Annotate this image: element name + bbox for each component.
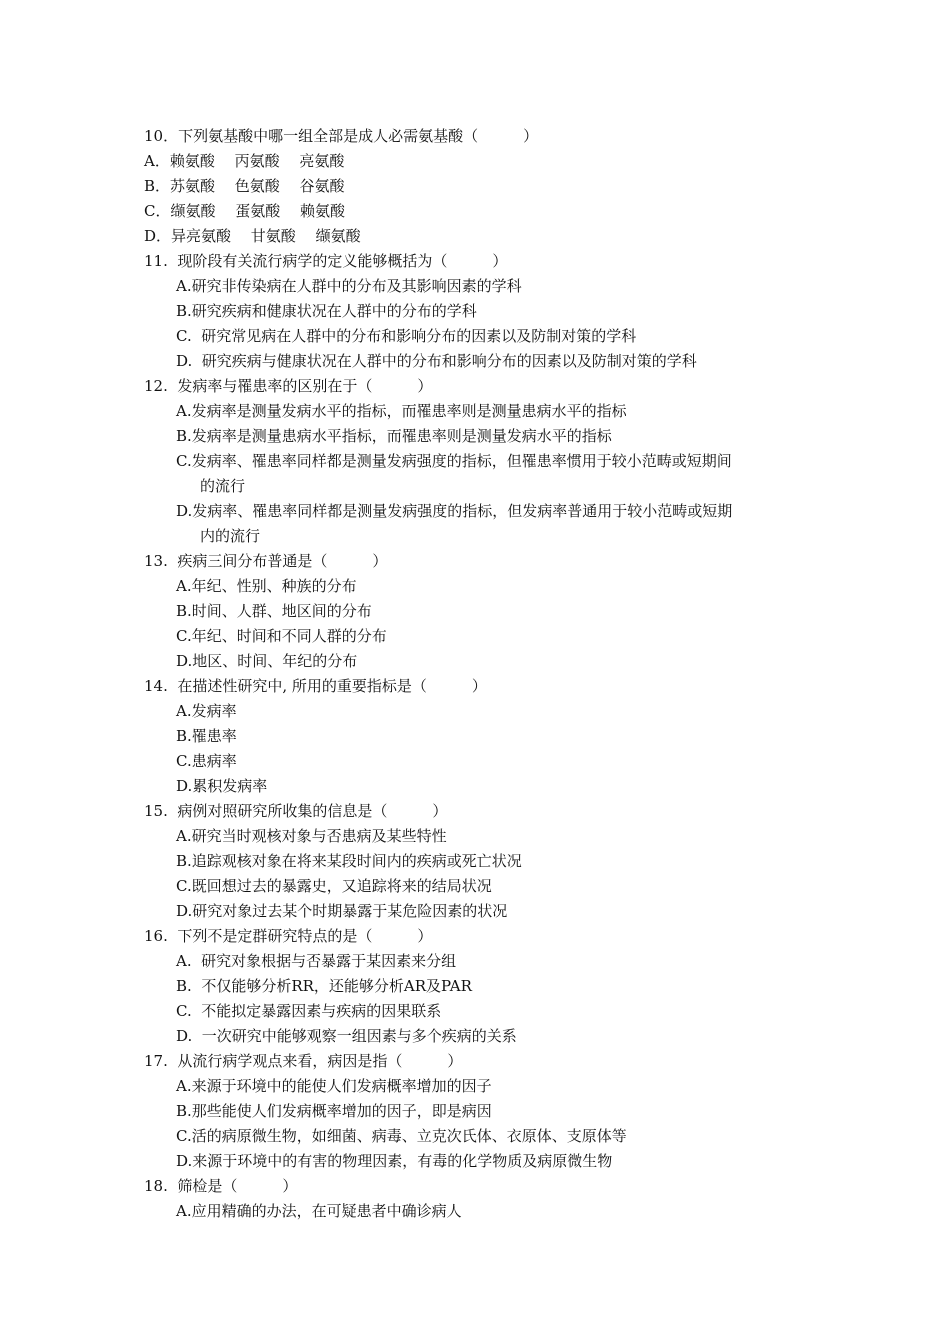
answer-option: C.活的病原微生物，如细菌、病毒、立克次氏体、衣原体、支原体等 bbox=[176, 1127, 627, 1145]
answer-option: C.患病率 bbox=[176, 752, 237, 770]
answer-option-line: D.发病率、罹患率同样都是测量发病强度的指标，但发病率普通用于较小范畴或短期 bbox=[176, 502, 733, 520]
answer-option-continuation: 内的流行 bbox=[200, 527, 261, 545]
answer-option: D. 一次研究中能够观察一组因素与多个疾病的关系 bbox=[176, 1027, 517, 1045]
answer-option: D.来源于环境中的有害的物理因素，有毒的化学物质及病原微生物 bbox=[176, 1152, 613, 1170]
answer-option: B.发病率是测量患病水平指标，而罹患率则是测量发病水平的指标 bbox=[176, 427, 612, 445]
answer-option: D．异亮氨酸 甘氨酸 缬氨酸 bbox=[144, 227, 361, 245]
question-stem: 17. 从流行病学观点来看，病因是指（ ） bbox=[144, 1052, 463, 1070]
answer-option: A.发病率是测量发病水平的指标，而罹患率则是测量患病水平的指标 bbox=[176, 402, 627, 420]
question-stem: 11. 现阶段有关流行病学的定义能够概括为（ ） bbox=[144, 252, 508, 270]
answer-option: D.研究对象过去某个时期暴露于某危险因素的状况 bbox=[176, 902, 508, 920]
answer-option-continuation: 的流行 bbox=[200, 477, 246, 495]
answer-option: C.年纪、时间和不同人群的分布 bbox=[176, 627, 387, 645]
answer-option bbox=[144, 499, 824, 549]
answer-option: B.研究疾病和健康状况在人群中的分布的学科 bbox=[176, 302, 477, 320]
answer-option: B.时间、人群、地区间的分布 bbox=[176, 602, 372, 620]
answer-option: B．苏氨酸 色氨酸 谷氨酸 bbox=[144, 177, 345, 195]
answer-option: B. 不仅能够分析RR，还能够分析AR及PAR bbox=[176, 977, 472, 995]
answer-option: A.年纪、性别、种族的分布 bbox=[176, 577, 357, 595]
answer-option: A.来源于环境中的能使人们发病概率增加的因子 bbox=[176, 1077, 492, 1095]
answer-option: B.追踪观核对象在将来某段时间内的疾病或死亡状况 bbox=[176, 852, 522, 870]
question-stem: 14. 在描述性研究中, 所用的重要指标是（ ） bbox=[144, 677, 487, 695]
answer-option: B.那些能使人们发病概率增加的因子，即是病因 bbox=[176, 1102, 492, 1120]
question-stem: 15. 病例对照研究所收集的信息是（ ） bbox=[144, 802, 448, 820]
answer-option: A．赖氨酸 丙氨酸 亮氨酸 bbox=[144, 152, 345, 170]
answer-option: B.罹患率 bbox=[176, 727, 237, 745]
answer-option bbox=[144, 449, 824, 499]
answer-option: C. 研究常见病在人群中的分布和影响分布的因素以及防制对策的学科 bbox=[176, 327, 637, 345]
question-list bbox=[144, 124, 824, 1224]
question-stem: 18. 筛检是（ ） bbox=[144, 1177, 298, 1195]
answer-option: D. 研究疾病与健康状况在人群中的分布和影响分布的因素以及防制对策的学科 bbox=[176, 352, 697, 370]
answer-option: C.既回想过去的暴露史，又追踪将来的结局状况 bbox=[176, 877, 492, 895]
answer-option: C. 不能拟定暴露因素与疾病的因果联系 bbox=[176, 1002, 442, 1020]
answer-option: A.发病率 bbox=[176, 702, 237, 720]
answer-option: D.地区、时间、年纪的分布 bbox=[176, 652, 358, 670]
answer-option: A. 研究对象根据与否暴露于某因素来分组 bbox=[176, 952, 457, 970]
question-stem: 13. 疾病三间分布普通是（ ） bbox=[144, 552, 388, 570]
answer-option: D.累积发病率 bbox=[176, 777, 268, 795]
question-stem: 16. 下列不是定群研究特点的是（ ） bbox=[144, 927, 433, 945]
question-stem: 10．下列氨基酸中哪一组全部是成人必需氨基酸（ ） bbox=[144, 127, 539, 145]
answer-option-line: C.发病率、罹患率同样都是测量发病强度的指标，但罹患率惯用于较小范畴或短期间 bbox=[176, 452, 732, 470]
question-stem: 12. 发病率与罹患率的区别在于（ ） bbox=[144, 377, 433, 395]
answer-option: A.研究当时观核对象与否患病及某些特性 bbox=[176, 827, 447, 845]
answer-option: A.研究非传染病在人群中的分布及其影响因素的学科 bbox=[176, 277, 522, 295]
answer-option: A.应用精确的办法，在可疑患者中确诊病人 bbox=[176, 1202, 462, 1220]
answer-option: C．缬氨酸 蛋氨酸 赖氨酸 bbox=[144, 202, 346, 220]
